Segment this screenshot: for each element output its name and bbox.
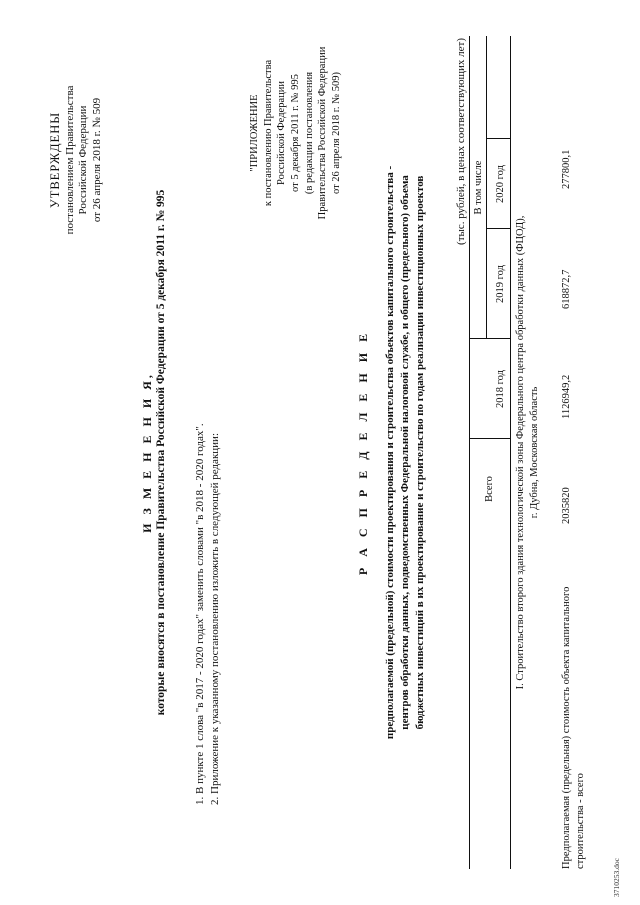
approval-line: постановлением Правительства	[63, 85, 76, 235]
appendix-stamp	[248, 18, 343, 248]
distribution-line: центров обработки данных, подведомственных Федеральной налоговой службе, и общего (предельного) объема	[398, 175, 411, 730]
col-header-2018: 2018 год	[495, 370, 506, 408]
appendix-line: (в редакции постановления	[303, 71, 315, 195]
row-label-line: строительства - всего	[574, 773, 586, 869]
change-items	[194, 245, 224, 805]
distribution-line: бюджетных инвестиций в их проектирование и строительство по годам реализации инвестиционных проектов	[413, 175, 426, 730]
document-reference: 3710253.doc	[612, 858, 621, 897]
appendix-line: от 5 декабря 2011 г. № 995	[289, 74, 301, 192]
appendix-line: к постановлению Правительства	[262, 59, 274, 207]
col-header-2020: 2020 год	[495, 165, 506, 203]
approval-stamp	[48, 40, 105, 280]
section-line: г. Дубна, Московская область	[528, 386, 540, 519]
row-label	[560, 539, 587, 869]
approval-title: УТВЕРЖДЕНЫ	[48, 111, 62, 209]
row-label-line: Предполагаемая (предельная) стоимость объекта капитального	[561, 586, 572, 869]
distribution-title: Р А С П Р Е Д Е Л Е Н И Е	[356, 329, 370, 576]
appendix-line: Российской Федерации	[276, 81, 288, 185]
appendix-line: Правительства Российской Федерации	[317, 46, 329, 220]
change-item: 1. В пункте 1 слова "в 2017 - 2020 годах" заменить словами "в 2018 - 2020 годах".	[194, 423, 206, 805]
distribution-body	[383, 40, 428, 865]
row-value-total: 2035820	[561, 487, 572, 524]
section-line: I. Строительство второго здания технологической зоны Федерального центра обработки данных (ФЦОД),	[515, 215, 526, 690]
appendix-line: "ПРИЛОЖЕНИЕ	[249, 94, 260, 172]
col-header-total: Всего	[484, 476, 495, 502]
distribution-line: предполагаемой (предельной) стоимости проектирования и строительства объектов капитального строительства -	[384, 165, 396, 740]
approval-line: от 26 апреля 2018 г. № 509	[91, 97, 104, 223]
row-value-2019: 618872,7	[561, 269, 572, 309]
changes-title: И З М Е Н Е Н И Я,	[140, 372, 154, 533]
section-heading	[514, 0, 541, 905]
col-header-2019: 2019 год	[495, 265, 506, 303]
changes-subtitle: которые вносятся в постановление Правительства Российской Федерации от 5 декабря 2011 г. № 995	[155, 189, 167, 716]
col-header-including: В том числе	[473, 160, 484, 215]
row-value-2018: 1126949,2	[561, 374, 572, 419]
change-item: 2. Приложение к указанному постановлению изложить в следующей редакции:	[208, 432, 221, 805]
table-divider	[486, 36, 487, 339]
units-note: (тыс. рублей, в ценах соответствующих лет)	[455, 38, 467, 245]
row-value-2020: 277800,1	[561, 149, 572, 189]
approval-line: Российской Федерации	[77, 105, 90, 215]
appendix-line: от 26 апреля 2018 г. № 509)	[330, 71, 342, 195]
